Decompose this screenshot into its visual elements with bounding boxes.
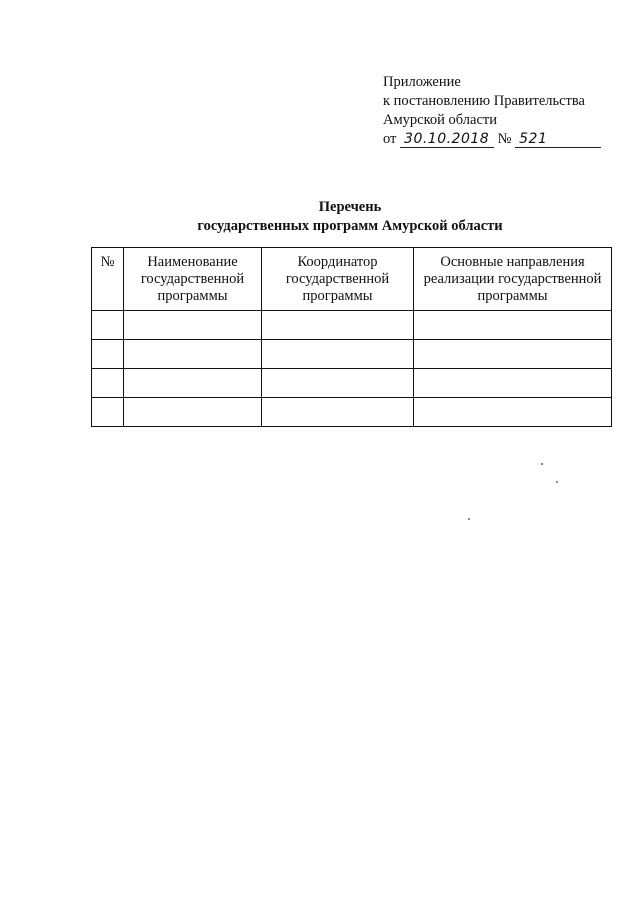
title-line-2: государственных программ Амурской области xyxy=(197,218,503,234)
table-header-row xyxy=(92,248,612,311)
table-cell xyxy=(414,369,612,398)
table-cell xyxy=(124,398,262,427)
table-cell xyxy=(262,311,414,340)
header-coordinator: Координатор государственной программы xyxy=(262,248,414,311)
table-row xyxy=(92,340,612,369)
table-cell xyxy=(92,398,124,427)
scan-speck xyxy=(556,481,558,483)
table-row xyxy=(92,398,612,427)
table-row xyxy=(92,369,612,398)
handwritten-number: 521 xyxy=(515,132,601,148)
scan-speck xyxy=(541,463,543,465)
appendix-date-line xyxy=(383,130,601,149)
table-cell xyxy=(92,340,124,369)
scan-speck xyxy=(468,518,470,520)
appendix-resolution-ref: к постановлению Правительства xyxy=(383,93,585,109)
header-number: № xyxy=(92,248,124,311)
appendix-region: Амурской области xyxy=(383,112,497,128)
table-cell xyxy=(262,340,414,369)
handwritten-date: 30.10.2018 xyxy=(400,132,494,148)
table-cell xyxy=(414,340,612,369)
table-cell xyxy=(414,398,612,427)
number-prefix: № xyxy=(497,131,512,147)
title-line-1: Перечень xyxy=(318,199,382,215)
table-row xyxy=(92,311,612,340)
programs-table xyxy=(91,247,612,427)
document-title xyxy=(0,198,640,236)
table-cell xyxy=(124,340,262,369)
date-prefix: от xyxy=(383,131,397,147)
table-cell xyxy=(414,311,612,340)
table-cell xyxy=(262,398,414,427)
appendix-label: Приложение xyxy=(383,74,461,90)
header-directions: Основные направления реализации государственной программы xyxy=(414,248,612,311)
table-cell xyxy=(124,311,262,340)
header-program-name: Наименование государственной программы xyxy=(124,248,262,311)
table-cell xyxy=(124,369,262,398)
table-cell xyxy=(262,369,414,398)
table-cell xyxy=(92,311,124,340)
appendix-block xyxy=(383,73,601,149)
table-cell xyxy=(92,369,124,398)
